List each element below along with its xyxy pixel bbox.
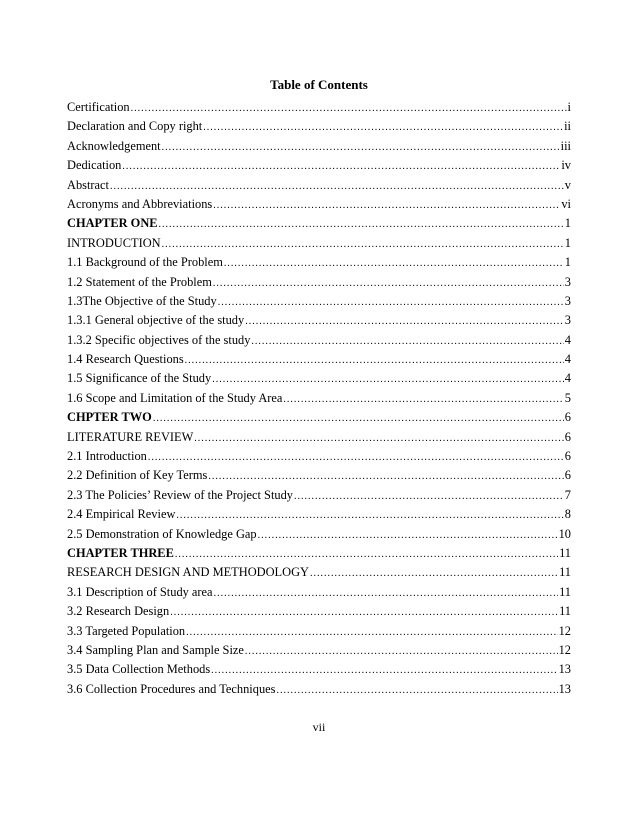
toc-entry-page: 1	[564, 216, 571, 231]
toc-entry[interactable]	[67, 602, 571, 621]
toc-entry-page: 8	[564, 507, 571, 522]
dot-leader	[185, 351, 564, 370]
toc-entry-label: INTRODUCTION	[67, 235, 161, 250]
toc-entry[interactable]	[67, 214, 571, 233]
toc-entry-page: 13	[558, 681, 571, 696]
toc-entry[interactable]	[67, 680, 571, 699]
toc-entry-page: 5	[564, 390, 571, 405]
toc-entry[interactable]	[67, 525, 571, 544]
toc-entry-label: CHAPTER THREE	[67, 545, 174, 560]
dot-leader	[211, 661, 557, 680]
toc-entry-page: iii	[560, 138, 571, 153]
toc-entry-page: 12	[558, 642, 571, 657]
toc-title: Table of Contents	[270, 77, 368, 92]
toc-entry-label: 3.1 Description of Study area	[67, 584, 213, 599]
dot-leader	[176, 506, 563, 525]
toc-entry[interactable]	[67, 428, 571, 447]
dot-leader	[148, 448, 564, 467]
toc-entry-label: Declaration and Copy right	[67, 119, 203, 134]
toc-entry-label: 2.2 Definition of Key Terms	[67, 468, 208, 483]
page-number: vii	[312, 720, 326, 734]
toc-entry[interactable]	[67, 563, 571, 582]
toc-entry-label: 1.1 Background of the Problem	[67, 255, 223, 270]
toc-entry-page: 6	[564, 468, 571, 483]
toc-entry-label: 2.1 Introduction	[67, 449, 147, 464]
toc-entry-label: 2.5 Demonstration of Knowledge Gap	[67, 526, 257, 541]
dot-leader	[214, 584, 559, 603]
dot-leader	[251, 332, 563, 351]
dot-leader	[258, 526, 558, 545]
toc-entry-label: Certification	[67, 100, 130, 114]
toc-entry-label: RESEARCH DESIGN AND METHODOLOGY	[67, 565, 309, 580]
dot-leader	[310, 564, 558, 583]
toc-entry[interactable]	[67, 447, 571, 466]
toc-entry[interactable]	[67, 369, 571, 388]
toc-entry-page: iv	[561, 158, 571, 173]
toc-entry[interactable]	[67, 622, 571, 641]
toc-entry[interactable]	[67, 331, 571, 350]
toc-entry-page: v	[564, 177, 571, 192]
toc-entry-page: 3	[564, 313, 571, 328]
dot-leader	[203, 118, 563, 137]
toc-entry[interactable]	[67, 486, 571, 505]
toc-entry-page: 11	[559, 584, 571, 599]
toc-entry[interactable]	[67, 350, 571, 369]
toc-entry-label: Acknowledgement	[67, 138, 161, 153]
toc-entry[interactable]	[67, 660, 571, 679]
toc-entry-label: 1.2 Statement of the Problem	[67, 274, 212, 289]
dot-leader	[162, 235, 564, 254]
dot-leader	[276, 681, 557, 700]
toc-entry-label: 1.6 Scope and Limitation of the Study Area	[67, 390, 283, 405]
toc-entry-label: CHPTER TWO	[67, 410, 152, 425]
toc-entry-label: 1.3The Objective of the Study	[67, 293, 217, 308]
toc-entry[interactable]	[67, 156, 571, 175]
toc-entry[interactable]	[67, 583, 571, 602]
toc-entry-label: 2.4 Empirical Review	[67, 507, 176, 522]
toc-entry-label: Dedication	[67, 158, 122, 173]
toc-entry-page: i	[567, 100, 571, 114]
toc-entry-label: 3.3 Targeted Population	[67, 623, 186, 638]
toc-entry-label: 1.3.1 General objective of the study	[67, 313, 245, 328]
dot-leader	[218, 293, 564, 312]
toc-entry[interactable]	[67, 176, 571, 195]
dot-leader	[131, 99, 567, 118]
dot-leader	[170, 603, 558, 622]
toc-entry-page: ii	[564, 119, 571, 134]
toc-entry-page: 12	[558, 623, 571, 638]
toc-entry-page: 1	[564, 255, 571, 270]
toc-entry[interactable]	[67, 98, 571, 117]
dot-leader	[208, 467, 563, 486]
dot-leader	[159, 215, 564, 234]
toc-entry-label: 2.3 The Policies’ Review of the Project Study	[67, 487, 293, 502]
dot-leader	[212, 370, 564, 389]
toc-entry-label: LITERATURE REVIEW	[67, 429, 194, 444]
toc-entry[interactable]	[67, 234, 571, 253]
dot-leader	[153, 409, 564, 428]
toc-entry-page: 11	[559, 545, 571, 560]
toc-entry[interactable]	[67, 253, 571, 272]
toc-entry-label: Acronyms and Abbreviations	[67, 196, 213, 211]
dot-leader	[186, 623, 558, 642]
toc-entry-page: 6	[564, 429, 571, 444]
toc-entry-page: 6	[564, 410, 571, 425]
toc-entry-page: 4	[564, 371, 571, 386]
toc-entry-label: 1.4 Research Questions	[67, 352, 184, 367]
toc-entry-label: 1.5 Significance of the Study	[67, 371, 212, 386]
toc-entry[interactable]	[67, 273, 571, 292]
toc-entry[interactable]	[67, 117, 571, 136]
toc-entry-page: 6	[564, 449, 571, 464]
dot-leader	[110, 177, 564, 196]
toc-entry[interactable]	[67, 195, 571, 214]
toc-entry-label: Abstract	[67, 177, 109, 192]
toc-entry-label: 1.3.2 Specific objectives of the study	[67, 332, 251, 347]
toc-entry[interactable]	[67, 292, 571, 311]
toc-entry[interactable]	[67, 466, 571, 485]
toc-entry-page: 3	[564, 274, 571, 289]
dot-leader	[194, 429, 564, 448]
dot-leader	[224, 254, 564, 273]
toc-entry-page: 4	[564, 332, 571, 347]
toc-entry-page: 11	[559, 604, 571, 619]
dot-leader	[122, 157, 560, 176]
toc-entry-label: 3.6 Collection Procedures and Techniques	[67, 681, 276, 696]
dot-leader	[294, 487, 564, 506]
toc-entry-page: vi	[561, 196, 571, 211]
toc-entry[interactable]	[67, 408, 571, 427]
toc-entry-page: 10	[558, 526, 571, 541]
toc-entry-page: 11	[559, 565, 571, 580]
dot-leader	[162, 138, 560, 157]
toc-entry-label: CHAPTER ONE	[67, 216, 158, 231]
toc-entry-page: 1	[564, 235, 571, 250]
toc-entry-page: 4	[564, 352, 571, 367]
toc-entry-page: 3	[564, 293, 571, 308]
toc-entry-label: 3.5 Data Collection Methods	[67, 662, 211, 677]
dot-leader	[283, 390, 563, 409]
dot-leader	[245, 642, 558, 661]
toc-entry[interactable]	[67, 389, 571, 408]
dot-leader	[213, 196, 560, 215]
toc-entry[interactable]	[67, 137, 571, 156]
toc-entry[interactable]	[67, 505, 571, 524]
dot-leader	[175, 545, 558, 564]
toc-list	[67, 98, 571, 699]
toc-entry[interactable]	[67, 311, 571, 330]
toc-entry[interactable]	[67, 544, 571, 563]
toc-entry-page: 7	[564, 487, 571, 502]
toc-entry-label: 3.4 Sampling Plan and Sample Size	[67, 642, 244, 657]
toc-entry-label: 3.2 Research Design	[67, 604, 170, 619]
dot-leader	[213, 274, 564, 293]
toc-entry-page: 13	[558, 662, 571, 677]
dot-leader	[245, 312, 564, 331]
toc-entry[interactable]	[67, 641, 571, 660]
